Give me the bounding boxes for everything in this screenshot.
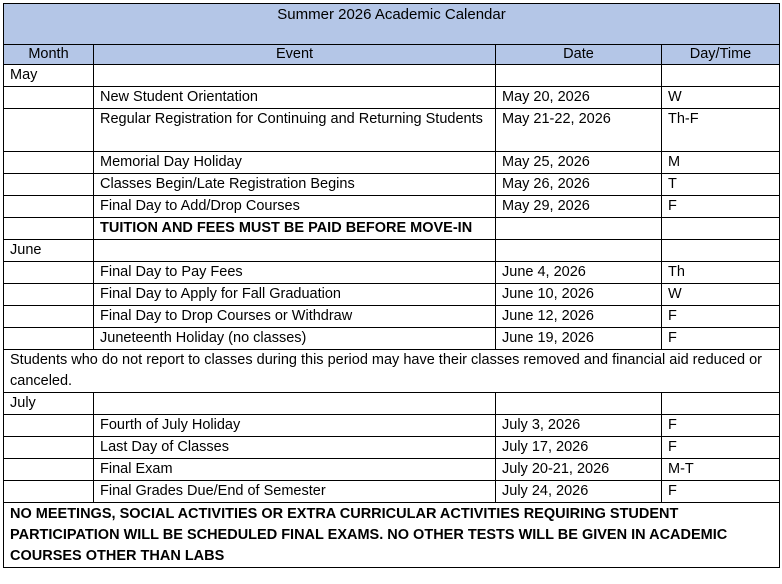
month-row-may (4, 65, 780, 87)
day-cell: F (662, 415, 780, 437)
day-cell: W (662, 284, 780, 306)
date-cell: May 26, 2026 (496, 174, 662, 196)
date-cell: May 20, 2026 (496, 87, 662, 109)
day-cell: Th-F (662, 109, 780, 152)
date-cell: May 25, 2026 (496, 152, 662, 174)
day-cell: M-T (662, 459, 780, 481)
day-cell: F (662, 306, 780, 328)
table-row (4, 196, 780, 218)
note-row (4, 350, 780, 393)
day-cell: M (662, 152, 780, 174)
table-row (4, 306, 780, 328)
month-label: July (4, 393, 94, 415)
month-label: May (4, 65, 94, 87)
calendar-container (3, 3, 779, 568)
event-cell: Last Day of Classes (94, 437, 496, 459)
event-cell: Final Day to Pay Fees (94, 262, 496, 284)
header-event: Event (94, 45, 496, 65)
table-row (4, 87, 780, 109)
table-row (4, 152, 780, 174)
day-cell: F (662, 196, 780, 218)
event-cell: Classes Begin/Late Registration Begins (94, 174, 496, 196)
date-cell: May 29, 2026 (496, 196, 662, 218)
month-row-june (4, 240, 780, 262)
table-row (4, 328, 780, 350)
event-cell: Final Day to Drop Courses or Withdraw (94, 306, 496, 328)
footer-notice: NO MEETINGS, SOCIAL ACTIVITIES OR EXTRA CURRICULAR ACTIVITIES REQUIRING STUDENT PARTICIPATION WILL BE SCHEDULED FINAL EXAMS. NO OTHER TESTS WILL BE GIVEN IN ACADEMIC COURSES OTHER THAN LABS (4, 503, 780, 568)
calendar-title: Summer 2026 Academic Calendar (4, 4, 780, 45)
date-cell: July 3, 2026 (496, 415, 662, 437)
event-cell: Memorial Day Holiday (94, 152, 496, 174)
table-row (4, 437, 780, 459)
event-cell: Final Day to Add/Drop Courses (94, 196, 496, 218)
table-row (4, 459, 780, 481)
academic-calendar-table (3, 3, 780, 568)
month-label: June (4, 240, 94, 262)
tuition-notice: TUITION AND FEES MUST BE PAID BEFORE MOVE-IN (94, 218, 496, 240)
event-cell: Final Exam (94, 459, 496, 481)
day-cell: T (662, 174, 780, 196)
event-cell: Juneteenth Holiday (no classes) (94, 328, 496, 350)
attendance-note: Students who do not report to classes during this period may have their classes removed and financial aid reduced or canceled. (4, 350, 780, 393)
day-cell: W (662, 87, 780, 109)
header-month: Month (4, 45, 94, 65)
day-cell: F (662, 328, 780, 350)
day-cell: F (662, 481, 780, 503)
table-row (4, 284, 780, 306)
month-row-july (4, 393, 780, 415)
date-cell: May 21-22, 2026 (496, 109, 662, 152)
event-cell: Fourth of July Holiday (94, 415, 496, 437)
table-row (4, 174, 780, 196)
date-cell: June 12, 2026 (496, 306, 662, 328)
header-date: Date (496, 45, 662, 65)
header-day: Day/Time (662, 45, 780, 65)
event-cell: Regular Registration for Continuing and Returning Students (94, 109, 496, 152)
title-row (4, 4, 780, 45)
table-row (4, 262, 780, 284)
footer-row (4, 503, 780, 568)
date-cell: July 20-21, 2026 (496, 459, 662, 481)
day-cell: F (662, 437, 780, 459)
header-row (4, 45, 780, 65)
event-cell: New Student Orientation (94, 87, 496, 109)
event-cell: Final Day to Apply for Fall Graduation (94, 284, 496, 306)
date-cell: June 19, 2026 (496, 328, 662, 350)
day-cell: Th (662, 262, 780, 284)
date-cell: July 17, 2026 (496, 437, 662, 459)
date-cell: June 4, 2026 (496, 262, 662, 284)
table-row (4, 481, 780, 503)
event-cell: Final Grades Due/End of Semester (94, 481, 496, 503)
table-row (4, 218, 780, 240)
table-row (4, 109, 780, 152)
date-cell: June 10, 2026 (496, 284, 662, 306)
date-cell: July 24, 2026 (496, 481, 662, 503)
table-row (4, 415, 780, 437)
